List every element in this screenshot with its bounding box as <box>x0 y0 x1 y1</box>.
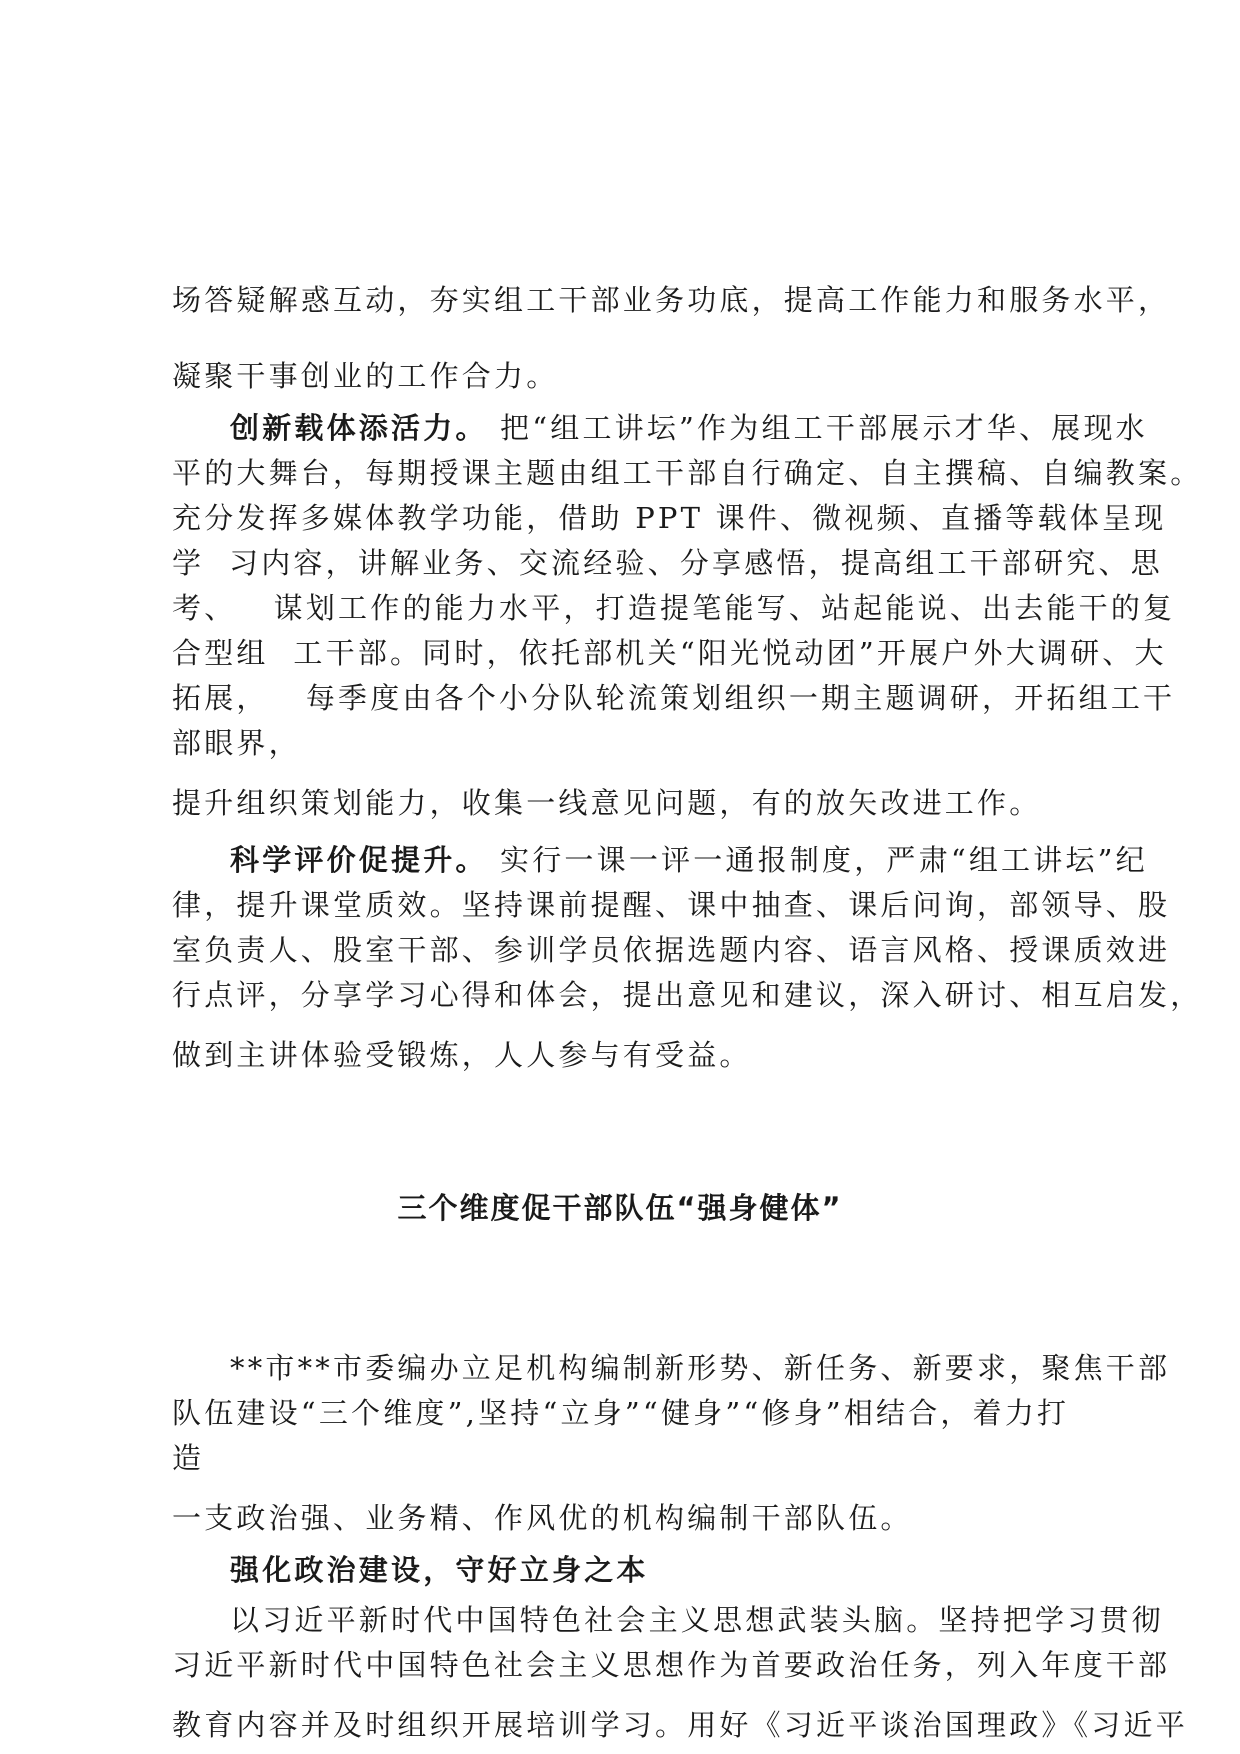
paragraph-line: 合型组 工干部。同时，依托部机关“阳光悦动团”开展户外大调研、大 <box>172 636 1167 670</box>
paragraph-line: 部眼界， <box>172 726 301 760</box>
paragraph-text: 实行一课一评一通报制度，严肃“组工讲坛”纪 <box>487 843 1148 877</box>
section-heading: 强化政治建设，守好立身之本 <box>230 1553 649 1587</box>
paragraph-line: 充分发挥多媒体教学功能，借助 PPT 课件、微视频、直播等载体呈现 <box>172 501 1167 535</box>
paragraph-line <box>230 842 1148 878</box>
paragraph-line: 提升组织策划能力，收集一线意见问题，有的放矢改进工作。 <box>172 786 1042 820</box>
paragraph-line: 以习近平新时代中国特色社会主义思想武装头脑。坚持把学习贯彻 <box>230 1603 1164 1637</box>
paragraph-line: 行点评，分享学习心得和体会，提出意见和建议，深入研讨、相互启发， <box>172 978 1203 1012</box>
paragraph-line: 考、 谋划工作的能力水平，打造提笔能写、站起能说、出去能干的复 <box>172 591 1176 625</box>
paragraph-line: 教育内容并及时组织开展培训学习。用好《习近平谈治国理政》《习近平 <box>172 1708 1188 1742</box>
paragraph-line: 室负责人、股室干部、参训学员依据选题内容、语言风格、授课质效进 <box>172 933 1171 967</box>
paragraph-line: 队伍建设“三个维度”,坚持“立身”“健身”“修身”相结合，着力打 <box>172 1396 1070 1430</box>
paragraph-line: 学 习内容，讲解业务、交流经验、分享感悟，提高组工干部研究、思 <box>172 546 1163 580</box>
paragraph-line: 场答疑解惑互动，夯实组工干部业务功底，提高工作能力和服务水平， <box>172 283 1171 317</box>
paragraph-line: 拓展， 每季度由各个小分队轮流策划组织一期主题调研，开拓组工干 <box>172 681 1176 715</box>
paragraph-lead: 创新载体添活力。 <box>230 411 488 445</box>
paragraph-lead: 科学评价促提升。 <box>230 843 488 877</box>
paragraph-text: 把“组工讲坛”作为组工干部展示才华、展现水 <box>487 411 1148 445</box>
paragraph-line: 律，提升课堂质效。坚持课前提醒、课中抽查、课后问询，部领导、股 <box>172 888 1171 922</box>
paragraph-line: 凝聚干事创业的工作合力。 <box>172 359 559 393</box>
paragraph-line: 造 <box>172 1441 205 1475</box>
paragraph-line: 做到主讲体验受锻炼，人人参与有受益。 <box>172 1038 752 1072</box>
article-title: 三个维度促干部队伍“强身健体” <box>397 1191 843 1225</box>
paragraph-line: 习近平新时代中国特色社会主义思想作为首要政治任务，列入年度干部 <box>172 1648 1171 1682</box>
paragraph-line: 平的大舞台，每期授课主题由组工干部自行确定、自主撰稿、自编教案。 <box>172 456 1203 490</box>
paragraph-line: 一支政治强、业务精、作风优的机构编制干部队伍。 <box>172 1501 913 1535</box>
paragraph-line: **市**市委编办立足机构编制新形势、新任务、新要求，聚焦干部 <box>230 1351 1171 1385</box>
paragraph-line <box>230 410 1148 446</box>
